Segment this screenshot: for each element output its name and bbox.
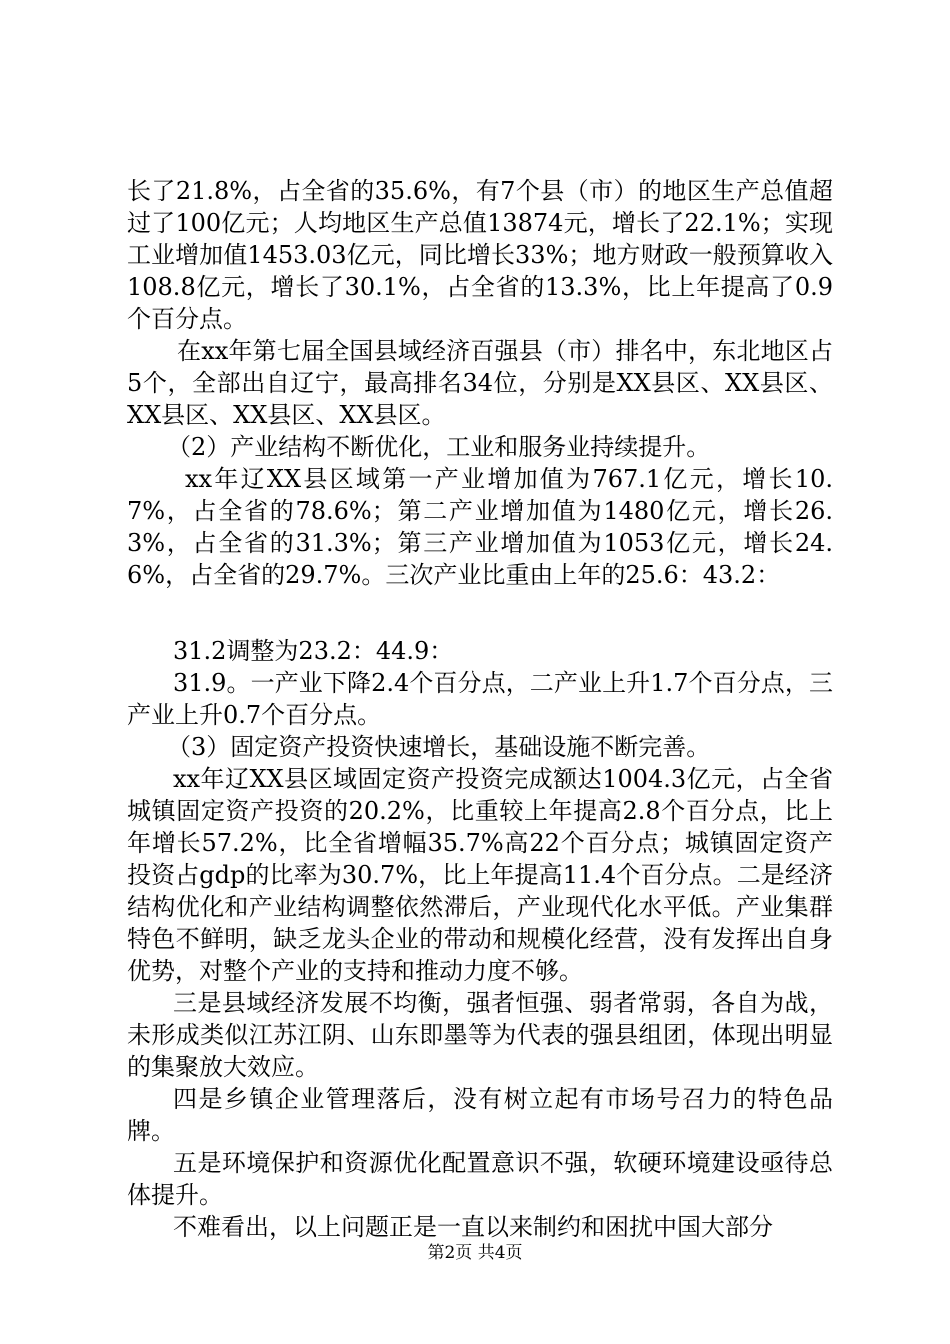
page-footer xyxy=(0,1243,950,1263)
paragraph-conclusion: 不难看出，以上问题正是一直以来制约和困扰中国大部分 xyxy=(173,1213,773,1241)
paragraph-environment-protection: 五是环境保护和资源优化配置意识不强，软硬环境建设亟待总体提升。 xyxy=(127,1149,833,1209)
document-body xyxy=(127,175,833,1243)
paragraph-top-100-counties: 在xx年第七届全国县域经济百强县（市）排名中，东北地区占5个，全部出自辽宁，最高排名34位，分别是XX县区、XX县区、XX县区、XX县区、XX县区。 xyxy=(127,337,833,429)
paragraph-ratio-adjustment: 31.2调整为23.2：44.9： xyxy=(173,637,454,665)
page-number: 第2页 共4页 xyxy=(427,1243,523,1263)
paragraph-township-enterprises: 四是乡镇企业管理落后，没有树立起有市场号召力的特色品牌。 xyxy=(127,1085,833,1145)
paragraph-fixed-asset-investment: xx年辽XX县区域固定资产投资完成额达1004.3亿元，占全省城镇固定资产投资的20.2%，比重较上年提高2.8个百分点，比上年增长57.2%，比全省增幅35.7%高22个百分点；城镇固定资产投资占gdp的比率为30.7%，比上年提高11.4个百分点。二是经济结构优化和产业结构调整依然滞后，产业现代化水平低。产业集群特色不鲜明，缺乏龙头企业的带动和规模化经营，没有发挥出自身优势，对整个产业的支持和推动力度不够。 xyxy=(127,765,833,985)
heading-fixed-asset-investment: （3）固定资产投资快速增长，基础设施不断完善。 xyxy=(167,733,711,761)
paragraph-ratio-change: 31.9。一产业下降2.4个百分点，二产业上升1.7个百分点，三产业上升0.7个百分点。 xyxy=(127,669,833,729)
paragraph-unbalanced-development: 三是县域经济发展不均衡，强者恒强、弱者常弱，各自为战，未形成类似江苏江阴、山东即墨等为代表的强县组团，体现出明显的集聚放大效应。 xyxy=(127,989,833,1081)
paragraph-economic-indicators: 长了21.8%，占全省的35.6%，有7个县（市）的地区生产总值超过了100亿元；人均地区生产总值13874元，增长了22.1%；实现工业增加值1453.03亿元，同比增长33%；地方财政一般预算收入108.8亿元，增长了30.1%，占全省的13.3%，比上年提高了0.9个百分点。 xyxy=(127,177,833,333)
heading-industrial-structure: （2）产业结构不断优化，工业和服务业持续提升。 xyxy=(167,433,711,461)
paragraph-industry-value-added: xx年辽XX县区域第一产业增加值为767.1亿元，增长10.7%，占全省的78.6%；第二产业增加值为1480亿元，增长26.3%，占全省的31.3%；第三产业增加值为1053亿元，增长24.6%，占全省的29.7%。三次产业比重由上年的25.6：43.2： xyxy=(127,465,833,589)
